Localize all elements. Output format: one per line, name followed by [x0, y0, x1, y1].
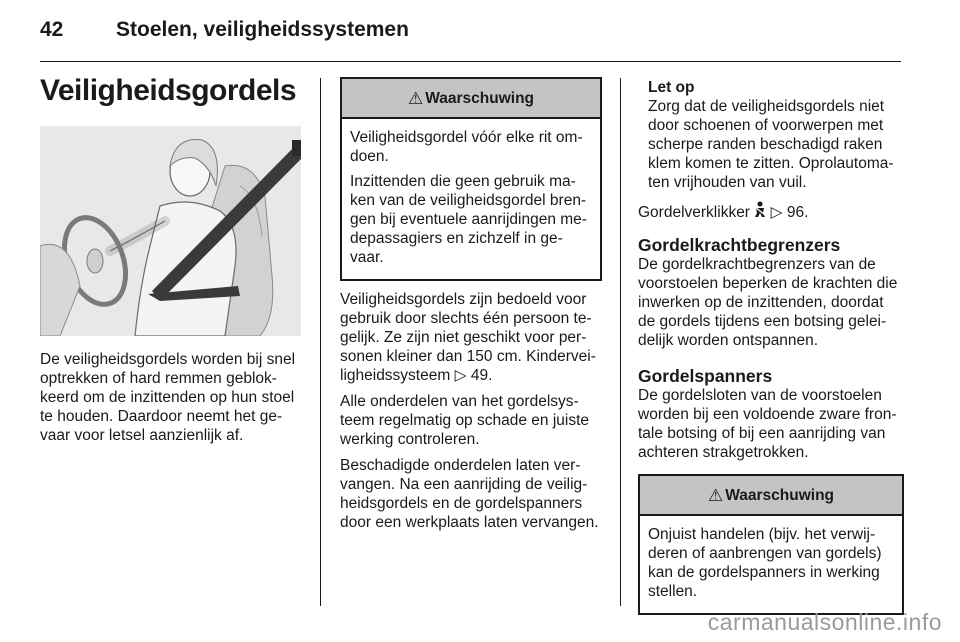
usage-text: Veiligheidsgordels zijn bedoeld voor gebruik door slechts één persoon te-gelijk. Ze zijn niet geschikt voor per-sonen kleiner dan 150 cm. Kindervei-ligheidssysteem	[340, 291, 596, 384]
warning-triangle-icon: ⚠	[407, 88, 424, 108]
warning-title: Waarschuwing	[425, 89, 535, 107]
page-number: 42	[40, 18, 64, 41]
left-column	[40, 74, 305, 108]
warning-triangle-icon: ⚠	[707, 485, 724, 505]
reminder-paragraph	[638, 201, 904, 222]
page-header	[40, 14, 920, 50]
seatbelt-reminder-icon	[754, 201, 766, 222]
pretensioners-heading: Gordelspanners	[638, 366, 773, 386]
limiters-text: De gordelkrachtbegrenzers van de voorstoelen beperken de krachten die inwerken op de inzittenden, doordat de gordels tijdens een botsing gelei-delijk worden ontspannen.	[638, 256, 898, 349]
replacement-paragraph: Beschadigde onderdelen laten ver-vangen. Na een aanrijding de veilig-heidsgordels en de gordelspanners door een werkplaats laten vervangen.	[340, 457, 599, 531]
seatbelt-illustration-svg	[40, 126, 301, 336]
note-label: Let op	[648, 79, 695, 96]
intro-paragraph: De veiligheidsgordels worden bij snel optrekken of hard remmen geblok-keerd om de inzittenden op hun stoel te houden. Daardoor neemt het ge-vaar voor letsel aanzienlijk af.	[40, 351, 296, 444]
warning-box-2	[638, 474, 904, 615]
right-column	[638, 78, 904, 615]
column-divider-2	[620, 78, 621, 606]
usage-page-ref[interactable]: 49.	[470, 367, 493, 384]
page-ref-arrow-icon: ▷	[770, 204, 783, 221]
reminder-text: Gordelverklikker	[638, 204, 750, 221]
chapter-title: Stoelen, veiligheidssystemen	[116, 18, 409, 41]
warning-header	[342, 79, 600, 119]
warning-body-2	[640, 516, 902, 613]
pretensioners-text: De gordelsloten van de voorstoelen worden bij een voldoende zware fron-tale botsing of bij een aanrijding van achteren strakgetrokken.	[638, 387, 897, 461]
page-ref-arrow-icon: ▷	[454, 367, 467, 384]
usage-paragraph	[340, 290, 602, 385]
warning-body	[342, 119, 600, 279]
left-caption-block	[40, 350, 308, 452]
warning-header-2	[640, 476, 902, 516]
warning-text-1: Veiligheidsgordel vóór elke rit om-doen.	[350, 129, 583, 165]
header-rule	[40, 61, 901, 62]
reminder-page-ref[interactable]: 96.	[786, 204, 809, 221]
middle-column	[340, 77, 602, 539]
warning-box	[340, 77, 602, 281]
note-block	[638, 78, 904, 192]
seatbelt-illustration-icon	[40, 126, 301, 336]
column-divider-1	[320, 78, 321, 606]
note-text: Zorg dat de veiligheidsgordels niet door schoenen of voorwerpen met scherpe randen beschadigd raken klem komen te zitten. Oprolautoma-ten vrijhouden van vuil.	[648, 98, 894, 191]
limiters-heading: Gordelkrachtbegrenzers	[638, 235, 841, 255]
warning-title-2: Waarschuwing	[725, 486, 835, 504]
inspection-paragraph: Alle onderdelen van het gordelsys-teem regelmatig op schade en juiste werking controleren.	[340, 393, 590, 448]
section-title: Veiligheidsgordels	[40, 74, 297, 107]
warning-text-2: Inzittenden die geen gebruik ma-ken van de veiligheidsgordel bren-gen bij eventuele aanrijdingen me-depassagiers en zichzelf in ge-vaar.	[350, 173, 587, 266]
warning-text-3: Onjuist handelen (bijv. het verwij-deren of aanbrengen van gordels) kan de gordelspanners in werking stellen.	[648, 526, 882, 600]
watermark: carmanualsonline.info	[707, 609, 942, 635]
